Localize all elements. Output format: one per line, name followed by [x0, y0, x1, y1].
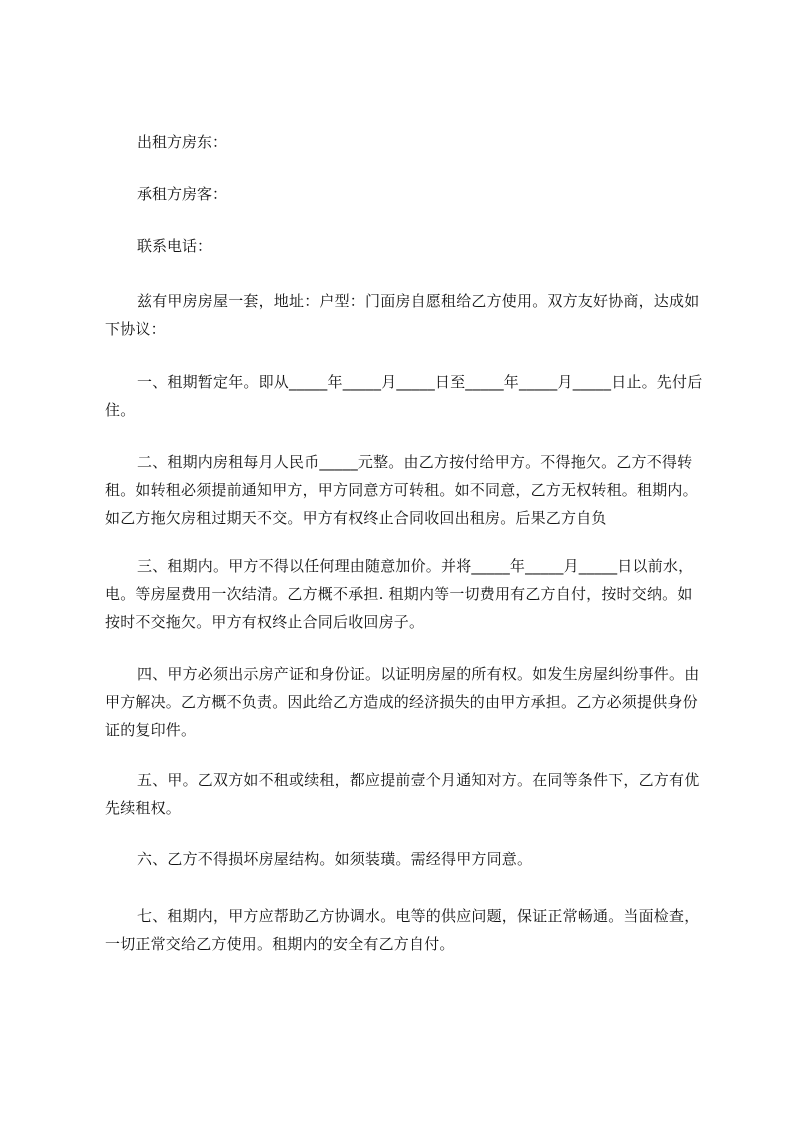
clause-3: 三、租期内。甲方不得以任何理由随意加价。并将_____年_____月_____日以前水，电。等房屋费用一次结清。乙方概不承担. 租期内等一切费用有乙方自付，按时交纳。如按时不交拖欠。甲方有权终止合同后收回房子。: [105, 557, 694, 631]
intro-paragraph: 兹有甲房房屋一套，地址：户型：门面房自愿租给乙方使用。双方友好协商，达成如下协议：: [105, 292, 700, 338]
clause-6: 六、乙方不得损坏房屋结构。如须装璜。需经得甲方同意。: [137, 850, 533, 868]
tenant-label: 承租方房客：: [137, 185, 228, 203]
phone-label: 联系电话：: [137, 237, 213, 255]
clause-7: 七、租期内，甲方应帮助乙方协调水。电等的供应问题，保证正常畅通。当面检查，一切正常交给乙方使用。租期内的安全有乙方自付。: [105, 907, 700, 953]
clause-1: 一、租期暂定年。即从_____年_____月_____日至_____年_____月_____日止。先付后住。: [105, 373, 703, 419]
clause-4: 四、甲方必须出示房产证和身份证。以证明房屋的所有权。如发生房屋纠纷事件。由甲方解决。乙方概不负责。因此给乙方造成的经济损失的由甲方承担。乙方必须提供身份证的复印件。: [105, 665, 700, 739]
landlord-label: 出租方房东：: [137, 133, 228, 151]
clause-5: 五、甲。乙双方如不租或续租，都应提前壹个月通知对方。在同等条件下，乙方有优先续租权。: [105, 771, 700, 817]
clause-2: 二、租期内房租每月人民币_____元整。由乙方按付给甲方。不得拖欠。乙方不得转租。如转租必须提前通知甲方，甲方同意方可转租。如不同意，乙方无权转租。租期内。如乙方拖欠房租过期天不交。甲方有权终止合同收回出租房。后果乙方自负: [105, 453, 698, 527]
